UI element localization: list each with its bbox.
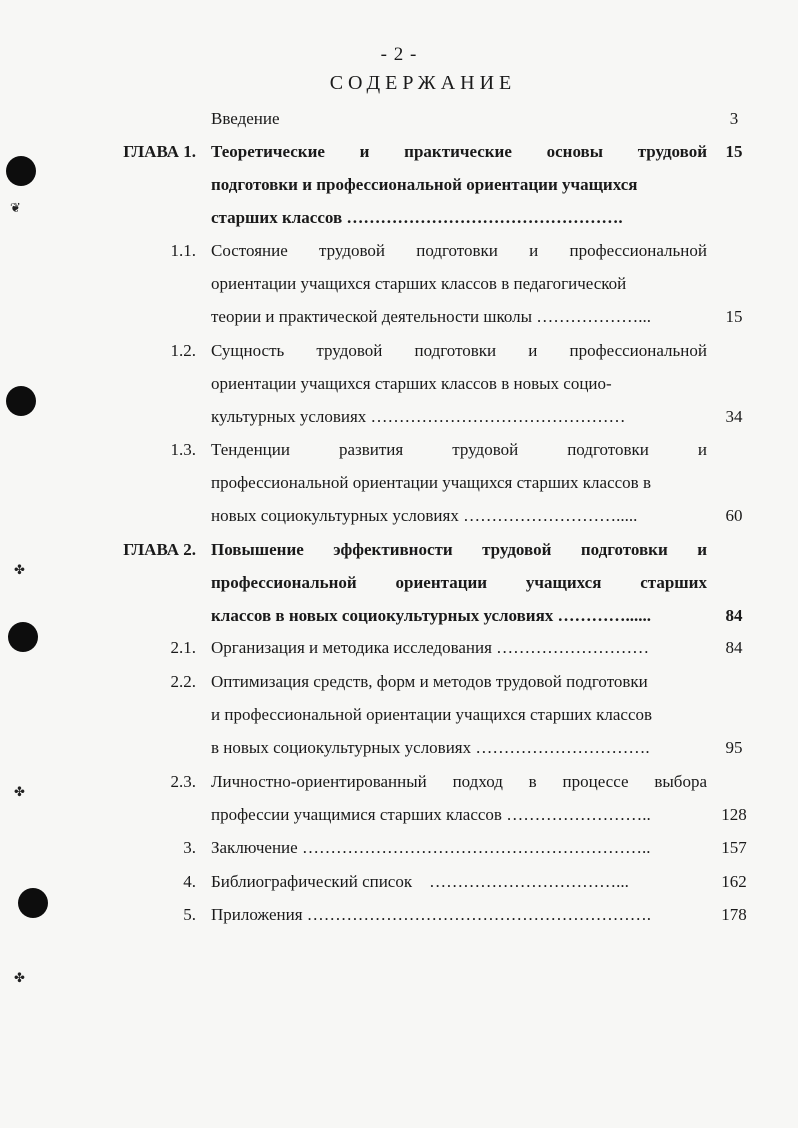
section-page: 128 bbox=[721, 805, 747, 824]
section-title-line: Оптимизация средств, форм и методов трудовой подготовки bbox=[211, 672, 648, 691]
scan-speck: ✤ bbox=[14, 562, 25, 577]
chapter-title-line: Повышение эффективности трудовой подготовки и bbox=[211, 540, 707, 559]
section-title-line: Организация и методика исследования ……………………… bbox=[211, 638, 650, 657]
chapter-page: 15 bbox=[725, 142, 743, 161]
toc-appendices bbox=[0, 904, 798, 926]
section-page: 157 bbox=[721, 838, 747, 857]
scan-speck: ❦ bbox=[10, 200, 21, 215]
section-title-line: Приложения ……………………………………………………. bbox=[211, 905, 652, 924]
section-title-line: и профессиональной ориентации учащихся старших классов bbox=[211, 705, 653, 724]
page-number: - 2 - bbox=[380, 44, 418, 65]
toc-section-2-3-line2 bbox=[0, 804, 798, 826]
chapter-title-line: классов в новых социокультурных условиях …………...... bbox=[211, 606, 652, 625]
toc-chapter-2-line1 bbox=[0, 539, 798, 561]
section-page: 84 bbox=[725, 638, 743, 657]
section-title-line: ориентации учащихся старших классов в педагогической bbox=[211, 274, 627, 293]
section-number: 1.3. bbox=[170, 440, 196, 459]
section-number: 1.1. bbox=[170, 241, 196, 260]
toc-section-1-1-line3 bbox=[0, 306, 798, 328]
section-page: 95 bbox=[725, 738, 743, 757]
page-title: СОДЕРЖАНИЕ bbox=[329, 72, 517, 94]
section-title-line: новых социокультурных условиях ………………………..... bbox=[211, 506, 638, 525]
toc-section-1-1-line2 bbox=[0, 273, 798, 295]
toc-intro-label: Введение bbox=[211, 109, 280, 128]
section-title-line: в новых социокультурных условиях …………………………. bbox=[211, 738, 650, 757]
section-number: 5. bbox=[183, 905, 196, 924]
toc-section-1-3-line2 bbox=[0, 472, 798, 494]
toc-section-1-2-line3 bbox=[0, 406, 798, 428]
section-page: 34 bbox=[725, 407, 743, 426]
section-number: 2.3. bbox=[170, 772, 196, 791]
section-number: 2.2. bbox=[170, 672, 196, 691]
chapter-title-line: Теоретические и практические основы трудовой bbox=[211, 142, 707, 161]
section-title-line: профессии учащимися старших классов …………………….. bbox=[211, 805, 651, 824]
toc-bibliography bbox=[0, 871, 798, 893]
scan-speck: ✤ bbox=[14, 784, 25, 799]
toc-chapter-1-line3 bbox=[0, 207, 798, 229]
section-title-line: Заключение …………………………………………………….. bbox=[211, 838, 651, 857]
chapter-number: ГЛАВА 2. bbox=[123, 540, 196, 559]
chapter-title-line: профессиональной ориентации учащихся старших bbox=[211, 573, 707, 592]
toc-section-1-3-line1 bbox=[0, 439, 798, 461]
toc-chapter-1-line2 bbox=[0, 174, 798, 196]
chapter-number: ГЛАВА 1. bbox=[123, 142, 196, 161]
toc-chapter-1-line1 bbox=[0, 141, 798, 163]
chapter-title-line: старших классов …………………………………………. bbox=[211, 208, 623, 227]
section-title-line: теории и практической деятельности школы ………………... bbox=[211, 307, 652, 326]
toc-intro bbox=[0, 108, 798, 130]
section-page: 15 bbox=[725, 307, 743, 326]
section-number: 4. bbox=[183, 872, 196, 891]
section-title-line: Личностно-ориентированный подход в процессе выбора bbox=[211, 772, 707, 791]
section-page: 178 bbox=[721, 905, 747, 924]
toc-section-1-1-line1 bbox=[0, 240, 798, 262]
toc-section-2-2-line2 bbox=[0, 704, 798, 726]
section-title-line: Тенденции развития трудовой подготовки и bbox=[211, 440, 707, 459]
section-title-line: культурных условиях ……………………………………… bbox=[211, 407, 626, 426]
toc-section-2-2-line1 bbox=[0, 671, 798, 693]
chapter-title-line: подготовки и профессиональной ориентации учащихся bbox=[211, 175, 638, 194]
section-title-line: профессиональной ориентации учащихся старших классов в bbox=[211, 473, 651, 492]
section-page: 162 bbox=[721, 872, 747, 891]
toc-section-2-2-line3 bbox=[0, 737, 798, 759]
toc-section-2-3-line1 bbox=[0, 771, 798, 793]
section-title-line: Сущность трудовой подготовки и профессиональной bbox=[211, 341, 707, 360]
chapter-page: 84 bbox=[725, 606, 743, 625]
section-number: 3. bbox=[183, 838, 196, 857]
toc-section-1-3-line3 bbox=[0, 505, 798, 527]
toc-section-1-2-line1 bbox=[0, 340, 798, 362]
section-title-line: Состояние трудовой подготовки и профессиональной bbox=[211, 241, 707, 260]
section-number: 2.1. bbox=[170, 638, 196, 657]
toc-chapter-2-line3 bbox=[0, 605, 798, 627]
toc-chapter-2-line2 bbox=[0, 572, 798, 594]
section-title-line: Библиографический список ……………………………... bbox=[211, 872, 629, 891]
section-title-line: ориентации учащихся старших классов в новых социо- bbox=[211, 374, 612, 393]
section-page: 60 bbox=[725, 506, 743, 525]
toc-intro-page: 3 bbox=[729, 109, 739, 128]
scan-speck: ✤ bbox=[14, 970, 25, 985]
section-number: 1.2. bbox=[170, 341, 196, 360]
toc-conclusion bbox=[0, 837, 798, 859]
toc-section-2-1 bbox=[0, 637, 798, 659]
toc-section-1-2-line2 bbox=[0, 373, 798, 395]
